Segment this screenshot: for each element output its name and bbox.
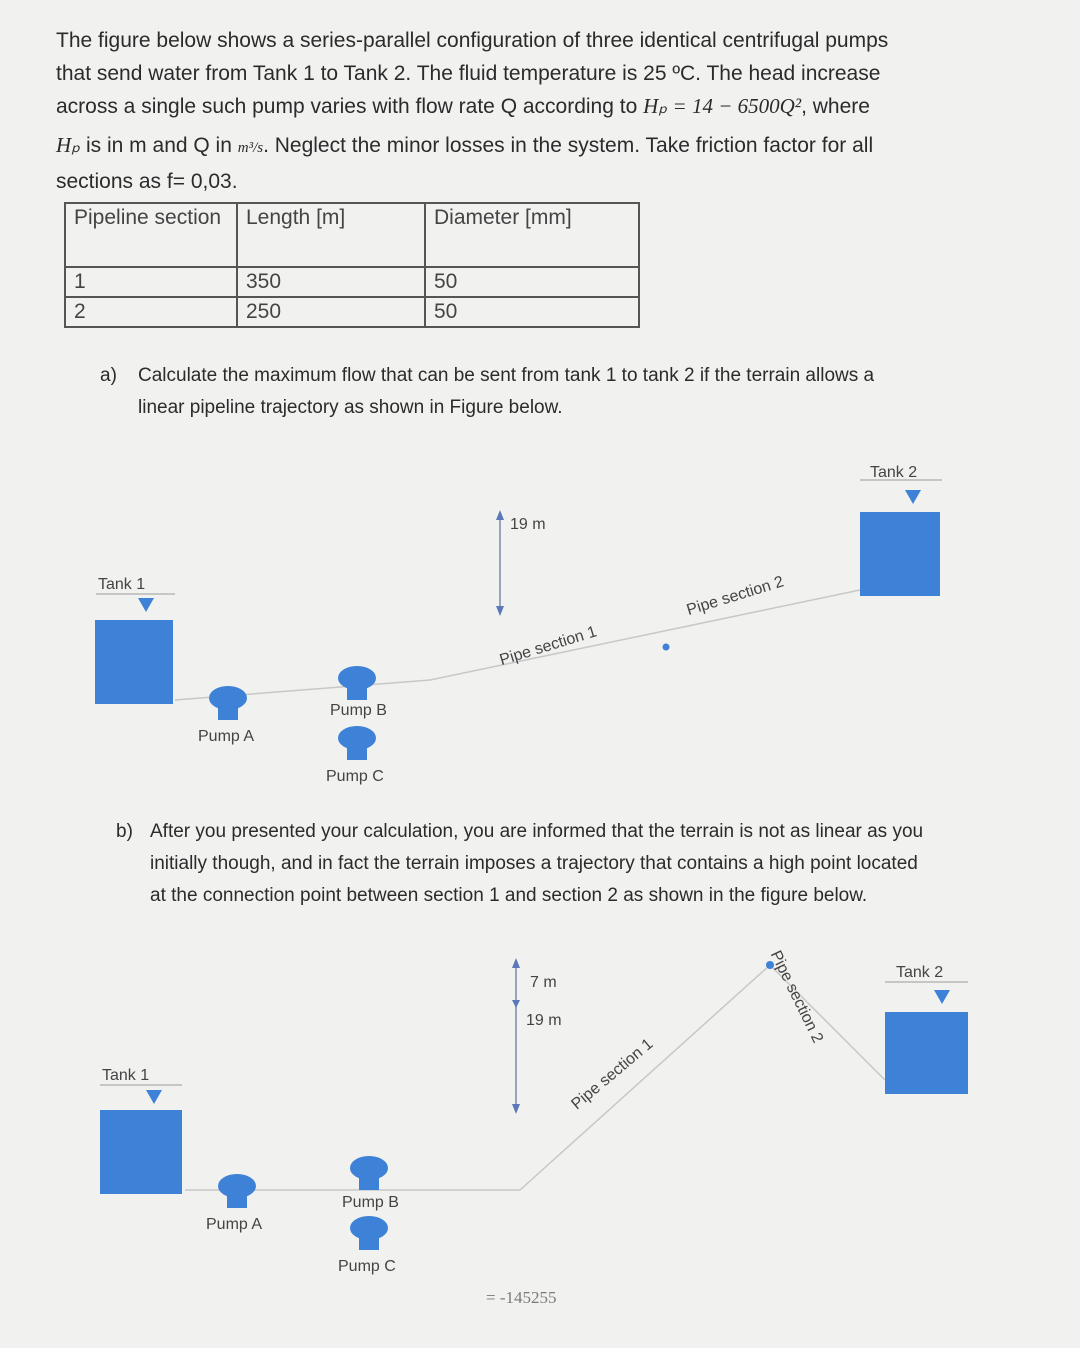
fig-b-pump-c-label: Pump C bbox=[338, 1258, 396, 1275]
question-b-line-3: at the connection point between section 1 and section 2 as shown in the figure below. bbox=[150, 885, 868, 906]
fig-b-pipe1-label: Pipe section 1 bbox=[568, 1035, 657, 1114]
intro-line-4-end: . Neglect the minor losses in the system. Take friction factor for all bbox=[263, 134, 874, 157]
fig-b-pipe2-label: Pipe section 2 bbox=[766, 948, 827, 1046]
question-b-line-1: After you presented your calculation, you are informed that the terrain is not as linear as you bbox=[150, 821, 924, 842]
intro-line-4-text: is in m and Q in bbox=[80, 134, 238, 157]
fig-a-pipe1-label: Pipe section 1 bbox=[497, 623, 599, 670]
fig-b-pump-c-icon bbox=[346, 1214, 392, 1254]
cell-section: 2 bbox=[65, 297, 237, 327]
fig-a-pump-c-label: Pump C bbox=[326, 768, 384, 785]
fig-a-pump-c-icon bbox=[334, 724, 380, 764]
question-b-line-2: initially though, and in fact the terrain imposes a trajectory that contains a high point located bbox=[150, 853, 918, 874]
question-b bbox=[150, 816, 923, 912]
question-b-label: b) bbox=[116, 821, 133, 842]
fig-b-tank2-level-icon bbox=[934, 990, 950, 1004]
intro-line-2: that send water from Tank 1 to Tank 2. The fluid temperature is 25 ºC. The head increase bbox=[56, 62, 881, 85]
header-length: Length [m] bbox=[237, 203, 425, 267]
fig-a-tank1-level-icon bbox=[138, 598, 154, 612]
intro-line-3-end: , where bbox=[801, 95, 870, 118]
fig-b-pump-a-icon bbox=[214, 1172, 260, 1212]
fig-b-tank1-level-icon bbox=[146, 1090, 162, 1104]
fig-b-pump-a-label: Pump A bbox=[206, 1216, 263, 1233]
header-section: Pipeline section bbox=[65, 203, 237, 267]
fig-a-height-label: 19 m bbox=[510, 516, 546, 533]
header-diameter: Diameter [mm] bbox=[425, 203, 639, 267]
fig-b-height-small-label: 7 m bbox=[530, 974, 557, 991]
intro-line-5: sections as f= 0,03. bbox=[56, 170, 238, 193]
question-a-line-1: Calculate the maximum flow that can be sent from tank 1 to tank 2 if the terrain allows a bbox=[138, 365, 875, 386]
fig-b-pump-b-label: Pump B bbox=[342, 1194, 399, 1211]
fig-b-tank2 bbox=[885, 1012, 968, 1094]
fig-a-pipe2-label: Pipe section 2 bbox=[684, 573, 786, 620]
fig-b-tank2-label: Tank 2 bbox=[896, 964, 944, 981]
fig-b-tank1-label: Tank 1 bbox=[102, 1067, 150, 1084]
cell-length: 250 bbox=[237, 297, 425, 327]
intro-line-1: The figure below shows a series-parallel configuration of three identical centrifugal pumps bbox=[56, 29, 889, 52]
fig-b-height-label: 19 m bbox=[526, 1012, 562, 1029]
cell-diameter: 50 bbox=[425, 297, 639, 327]
footer-code: = -145255 bbox=[486, 1288, 557, 1307]
fig-a-tank1-label: Tank 1 bbox=[98, 576, 146, 593]
fig-a-tank2-label: Tank 2 bbox=[870, 464, 918, 481]
fig-a-pump-b-label: Pump B bbox=[330, 702, 387, 719]
fig-a-tank1 bbox=[95, 620, 173, 704]
question-a-line-2: linear pipeline trajectory as shown in Figure below. bbox=[138, 397, 563, 418]
fig-a-tank2 bbox=[860, 512, 940, 596]
pump-head-formula: Hₚ = 14 − 6500Q² bbox=[643, 94, 802, 118]
cell-diameter: 50 bbox=[425, 267, 639, 297]
fig-a-pump-b-icon bbox=[334, 664, 380, 704]
intro-line-3-text: across a single such pump varies with flow rate Q according to bbox=[56, 95, 644, 118]
head-symbol: Hₚ bbox=[56, 133, 81, 157]
fig-b-pump-b-icon bbox=[346, 1154, 392, 1194]
fig-a-tank2-level-icon bbox=[905, 490, 921, 504]
cell-length: 350 bbox=[237, 267, 425, 297]
flow-unit: m³/s bbox=[237, 140, 264, 156]
fig-b-tank1 bbox=[100, 1110, 182, 1194]
fig-a-pump-a-label: Pump A bbox=[198, 728, 255, 745]
cell-section: 1 bbox=[65, 267, 237, 297]
fig-a-pump-a-icon bbox=[205, 684, 251, 724]
question-a-label: a) bbox=[100, 365, 117, 386]
